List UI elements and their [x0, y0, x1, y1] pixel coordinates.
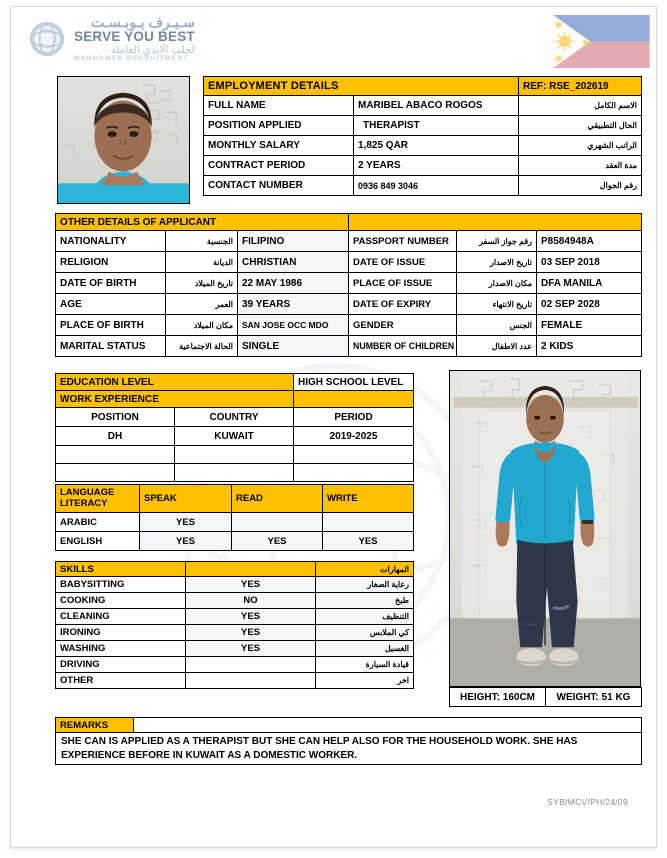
work-experience-title: WORK EXPERIENCE — [56, 391, 294, 408]
skill-value: NO — [186, 593, 316, 609]
applicant-full-photo — [449, 370, 641, 687]
row-value: 0936 849 3046 — [354, 176, 519, 196]
row-value: CHRISTIAN — [238, 252, 349, 273]
row-label: NATIONALITY — [56, 231, 166, 252]
row-value: 2 KIDS — [537, 336, 642, 357]
skill-value: YES — [186, 609, 316, 625]
philippines-flag-icon — [553, 15, 650, 68]
row-label: DATE OF EXPIRY — [349, 294, 457, 315]
row-arabic: عدد الاطفال — [457, 336, 537, 357]
skill-label: CLEANING — [56, 609, 186, 625]
row-label: DATE OF BIRTH — [56, 273, 166, 294]
table-row — [56, 427, 414, 446]
row-label: PLACE OF BIRTH — [56, 315, 166, 336]
row-value: 03 SEP 2018 — [537, 252, 642, 273]
page-header — [11, 7, 657, 69]
row-arabic: رقم الجوال — [519, 176, 642, 196]
row-arabic: الحالة الاجتماعية — [166, 336, 238, 357]
row-label: PLACE OF ISSUE — [349, 273, 457, 294]
speak-value: YES — [140, 532, 232, 551]
skill-arabic: قيادة السيارة — [316, 657, 414, 673]
row-arabic: رقم جواز السفر — [457, 231, 537, 252]
other-details-header-row — [56, 214, 642, 231]
row-label: FULL NAME — [204, 96, 354, 116]
skill-arabic: رعاية الصغار — [316, 577, 414, 593]
table-row — [204, 176, 642, 196]
skill-arabic: كي الملابس — [316, 625, 414, 641]
table-row — [56, 657, 414, 673]
language-name: ENGLISH — [56, 532, 140, 551]
skill-value: YES — [186, 625, 316, 641]
row-value: 1,825 QAR — [354, 136, 519, 156]
skills-table — [55, 561, 414, 689]
row-arabic: تاريخ الانتهاء — [457, 294, 537, 315]
table-row — [56, 593, 414, 609]
education-work-table — [55, 373, 414, 482]
logo-english-name: SERVE YOU BEST — [74, 29, 195, 44]
other-details-title-spacer — [349, 214, 642, 231]
table-row — [56, 446, 414, 464]
row-value: MARIBEL ABACO ROGOS — [354, 96, 519, 116]
row-arabic: الديانة — [166, 252, 238, 273]
remarks-text: SHE CAN IS APPLIED AS A THERAPIST BUT SHE CAN HELP ALSO FOR THE HOUSEHOLD WORK. SHE HAS EXPERIENCE BEFORE IN KUWAIT AS A DOMESTIC WORKER. — [56, 733, 642, 765]
weight-value: WEIGHT: 51 KG — [546, 688, 642, 707]
row-arabic: الراتب الشهري — [519, 136, 642, 156]
skill-label: DRIVING — [56, 657, 186, 673]
row-arabic: مكان الاصدار — [457, 273, 537, 294]
skills-header-row — [56, 562, 414, 577]
table-row — [56, 273, 642, 294]
cell-period: 2019-2025 — [294, 427, 414, 446]
skill-label: COOKING — [56, 593, 186, 609]
footer-document-code: SYB/MCV/PH/24/09 — [547, 797, 628, 807]
education-value: HIGH SCHOOL LEVEL — [294, 374, 414, 391]
cell-position: DH — [56, 427, 175, 446]
row-arabic: تاريخ الاصدار — [457, 252, 537, 273]
table-row — [56, 609, 414, 625]
skill-value — [186, 673, 316, 689]
cell-position — [56, 464, 175, 482]
row-label: AGE — [56, 294, 166, 315]
table-row — [56, 532, 414, 551]
write-value: YES — [323, 532, 414, 551]
cell-country — [175, 446, 294, 464]
write-value — [323, 513, 414, 532]
row-label: PASSPORT NUMBER — [349, 231, 457, 252]
table-row — [204, 136, 642, 156]
measurements-table — [449, 687, 642, 707]
employment-ref: REF: RSE_202619 — [519, 77, 642, 96]
row-arabic: مدة العقد — [519, 156, 642, 176]
row-label: GENDER — [349, 315, 457, 336]
table-row — [56, 625, 414, 641]
column-period: PERIOD — [294, 408, 414, 427]
column-write: WRITE — [323, 485, 414, 513]
row-label: POSITION APPLIED — [204, 116, 354, 136]
other-details-table — [55, 213, 642, 357]
cell-country — [175, 464, 294, 482]
table-row — [56, 294, 642, 315]
skill-label: BABYSITTING — [56, 577, 186, 593]
company-logo — [25, 15, 195, 63]
row-value: DFA MANILA — [537, 273, 642, 294]
table-row — [450, 688, 642, 707]
skill-arabic: الغسيل — [316, 641, 414, 657]
table-row — [204, 156, 642, 176]
table-row — [56, 577, 414, 593]
work-experience-header-row — [56, 391, 414, 408]
row-value: SINGLE — [238, 336, 349, 357]
row-value: 39 YEARS — [238, 294, 349, 315]
table-row — [204, 116, 642, 136]
other-details-title: OTHER DETAILS OF APPLICANT — [56, 214, 349, 231]
row-label: CONTRACT PERIOD — [204, 156, 354, 176]
globe-knot-icon — [25, 17, 69, 61]
table-row — [56, 231, 642, 252]
column-read: READ — [232, 485, 323, 513]
table-row — [204, 96, 642, 116]
column-position: POSITION — [56, 408, 175, 427]
table-row — [56, 673, 414, 689]
table-row — [56, 315, 642, 336]
row-value: SAN JOSE OCC MDO — [238, 315, 349, 336]
row-label: NUMBER OF CHILDREN — [349, 336, 457, 357]
row-arabic: مكان الميلاد — [166, 315, 238, 336]
column-speak: SPEAK — [140, 485, 232, 513]
skill-arabic: التنظيف — [316, 609, 414, 625]
employment-details-table — [203, 76, 642, 196]
remarks-header-row — [56, 718, 642, 733]
row-label: DATE OF ISSUE — [349, 252, 457, 273]
row-value: P8584948A — [537, 231, 642, 252]
skill-value: YES — [186, 577, 316, 593]
speak-value: YES — [140, 513, 232, 532]
table-row — [56, 641, 414, 657]
table-row — [56, 336, 642, 357]
row-value: 02 SEP 2028 — [537, 294, 642, 315]
row-arabic: العمر — [166, 294, 238, 315]
table-row — [56, 464, 414, 482]
skill-value — [186, 657, 316, 673]
row-arabic: الاسم الكامل — [519, 96, 642, 116]
language-literacy-title: LANGUAGE LITERACY — [56, 485, 140, 513]
skill-label: OTHER — [56, 673, 186, 689]
skills-title-spacer — [186, 562, 316, 577]
logo-arabic-top: سـيـرف يـوبـسـت — [90, 14, 195, 30]
skill-label: WASHING — [56, 641, 186, 657]
employment-title: EMPLOYMENT DETAILS — [204, 77, 519, 96]
row-arabic: تاريخ الميلاد — [166, 273, 238, 294]
row-arabic: الحال التطبيقي — [519, 116, 642, 136]
remarks-title: REMARKS — [56, 718, 134, 733]
cell-position — [56, 446, 175, 464]
row-arabic: الجنسية — [166, 231, 238, 252]
row-value: FEMALE — [537, 315, 642, 336]
education-label: EDUCATION LEVEL — [56, 374, 294, 391]
language-name: ARABIC — [56, 513, 140, 532]
cell-country: KUWAIT — [175, 427, 294, 446]
cell-period — [294, 446, 414, 464]
logo-arabic-bottom: لجلب الايدي العاملة — [110, 43, 195, 56]
table-row — [56, 252, 642, 273]
applicant-headshot-photo — [57, 76, 190, 204]
row-value: 2 YEARS — [354, 156, 519, 176]
row-value: 22 MAY 1986 — [238, 273, 349, 294]
read-value: YES — [232, 532, 323, 551]
skills-title-arabic: المهارات — [316, 562, 414, 577]
skill-label: IRONING — [56, 625, 186, 641]
skills-title: SKILLS — [56, 562, 186, 577]
row-label: MARITAL STATUS — [56, 336, 166, 357]
skill-arabic: طبخ — [316, 593, 414, 609]
cv-sheet — [10, 6, 657, 848]
row-value: FILIPINO — [238, 231, 349, 252]
logo-subtitle: MANPOWER RECRUITMENT — [74, 55, 189, 62]
remarks-title-spacer — [134, 718, 642, 733]
full-body-image — [450, 371, 640, 686]
remarks-table — [55, 717, 642, 765]
language-literacy-table — [55, 484, 414, 551]
row-label: RELIGION — [56, 252, 166, 273]
work-columns-row — [56, 408, 414, 427]
cell-period — [294, 464, 414, 482]
work-experience-title-spacer — [294, 391, 414, 408]
column-country: COUNTRY — [175, 408, 294, 427]
skill-value: YES — [186, 641, 316, 657]
employment-header-row — [204, 77, 642, 96]
skill-arabic: اخر — [316, 673, 414, 689]
row-label: MONTHLY SALARY — [204, 136, 354, 156]
row-value: THERAPIST — [354, 116, 519, 136]
headshot-image — [58, 77, 189, 203]
read-value — [232, 513, 323, 532]
row-arabic: الجنس — [457, 315, 537, 336]
height-value: HEIGHT: 160CM — [450, 688, 546, 707]
remarks-body-row — [56, 733, 642, 765]
education-row — [56, 374, 414, 391]
language-header-row — [56, 485, 414, 513]
row-label: CONTACT NUMBER — [204, 176, 354, 196]
table-row — [56, 513, 414, 532]
